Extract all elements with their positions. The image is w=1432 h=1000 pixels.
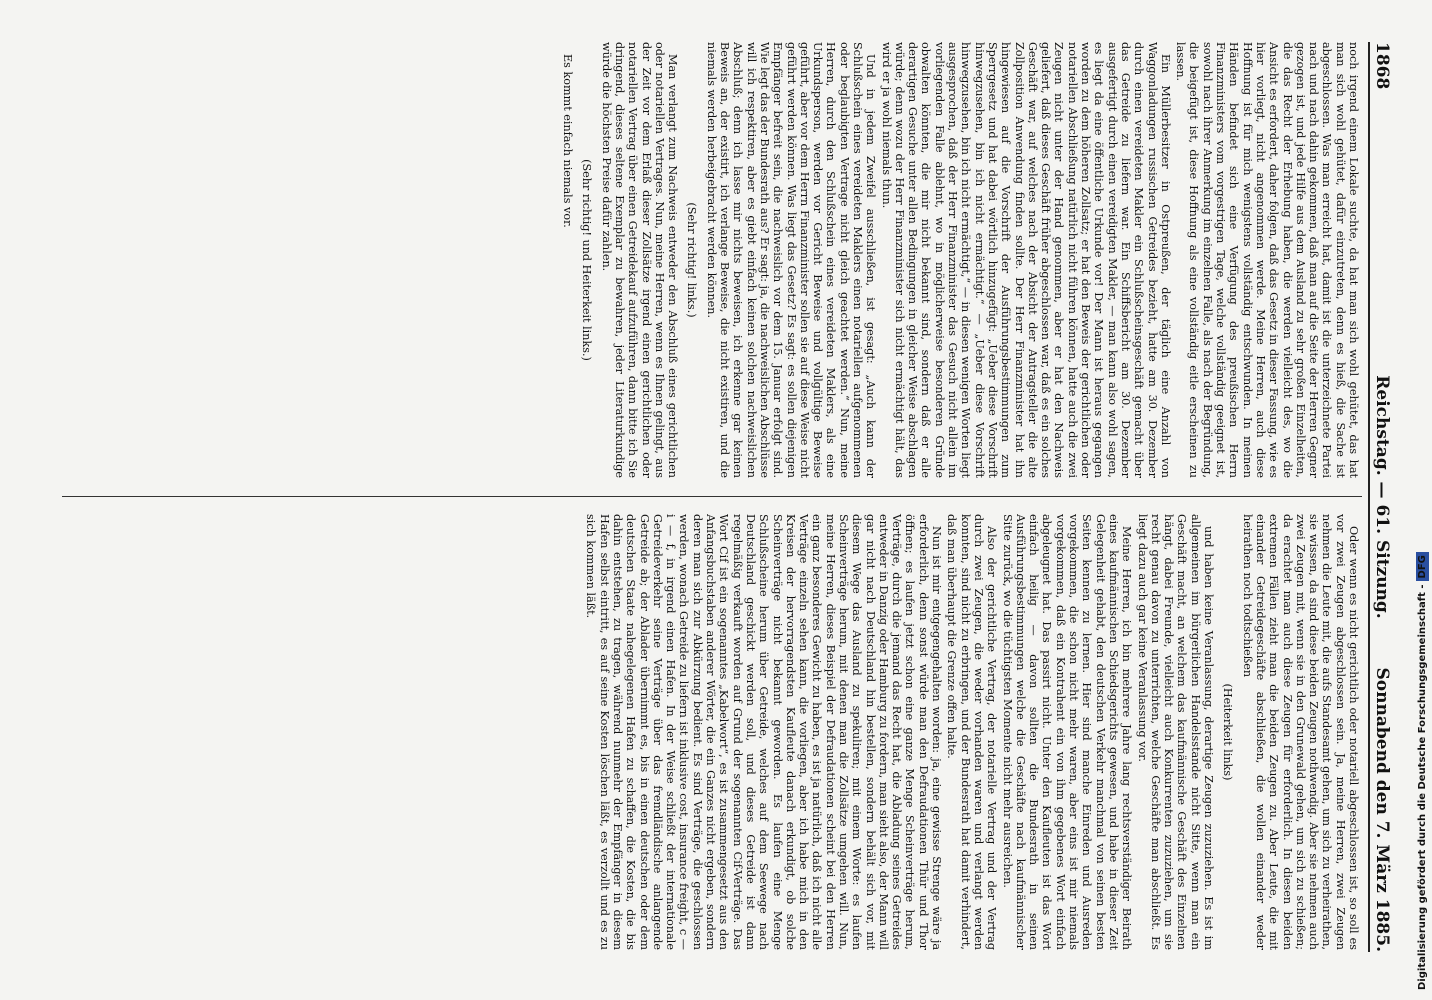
digitization-footer xyxy=(1414,0,1430,1000)
footer-credit xyxy=(1416,552,1429,990)
right-column-paragraph: (Heiterkeit links) xyxy=(1221,683,1235,781)
left-column-paragraph: Ein Müllerbesitzer in Ostpreußen, der täglich eine Anzahl von Waggonladungen russischen Getreides bezieht, hatte am 30. Dezember durch einen vereideten Makler ein Schlußscheinsgeschäft gemacht über das Getreide zu liefern war. Ein Schiffsbericht am 30. Dezember ausgefertigt durch einen vereidigten Makler, — man kann also wohl sagen, es liegt da eine öffentliche Urkunde vor! Der Mann ist heraus gegangen worden zu dem höheren Zollsatz; er hat den Beweis der gerichtlichen oder notariellen Abschließung natürlich nicht führen können, hatte auch die zwei Zeugen nicht unter der Hand genommen, aber er hat den Nachweis geliefert, daß dieses Geschäft früher abgeschlossen war, daß es ein solches Geschäft war, auf welches nach der Absicht der Antragsteller die alte Zollposition Anwendung finden sollte. Der Herr Finanzminister hat ihn hingewiesen auf die Vorschrift der Ausführungsbestimmungen zum Sperrgesetz und hat dabei wörtlich hinzugefügt: „Ueber diese Vorschrift hinwegzusehen, bin ich nicht ermächtigt.“ — „Ueber diese Vorschrift hinwegzusehen, bin ich nicht ermächtigt,“ — in diesen wenigen Worten liegt ausgesprochen, daß der Herr Finanzminister das Gesuch nicht allein im vorliegenden Falle ablehnt, wo in möglicherweise besonderen Gründe obwalten könnten, die mir nicht bekannt sind, sondern daß er alle derartigen Gesuche unter allen Bedingungen in gleicher Weise abschlagen würde; denn wozu der Herr Finanzminister sich nicht ermächtigt hält, das wird er ja wohl niemals thun. xyxy=(879,42,1172,478)
left-column-paragraph: (Sehr richtig! und Heiterkeit links.) xyxy=(580,159,594,361)
page-header xyxy=(1366,42,1400,952)
left-column-paragraph: (Sehr richtig! links.) xyxy=(685,202,699,318)
header-rule xyxy=(1368,42,1370,952)
header-title: Reichstag. — 61. Sitzung. xyxy=(1372,375,1392,619)
left-column-paragraph: noch irgend einem Lokale suchte, da hat man sich wohl gehütet, das hat man sich wohl gehütet, dafür einzutreten, denn es hieß, die Sache ist abgeschlossen. Was man erreicht hat, damit ist die unterzeichnete Partei nach und nach dahin gekommen, daß man auf die Seite der Herren Gegner gezogen ist, und jede Hilfe aus dem Ausland zu sehr großen Einzelheiten, die das Recht der Erhebung haben, die werden vielleicht des, wo die Ansicht es erfordert, daher folgen, daß das Gesetz in dieser Fassung, wie es hier vorliegt, nicht angenommen werde. Meine Herren, auch diese Hoffnung ist für mich wenigstens vollständig entschwunden. In meinen Händen befindet sich eine Verfügung des preußischen Herrn Finanzministers vom vorgestrigen Tage, welche vollständig geeignet ist, sowohl nach ihrer Anmerkung im einzelnen Falle, als nach der Begründung, die beigefügt ist, diese Hoffnung als eine vollständig eitle erscheinen zu lassen. xyxy=(1174,42,1360,478)
right-column-paragraph: Nun ist mir entgegengehalten worden: ja, eine gewisse Strenge wäre ja erforderlich, denn sonst würde man den Defraudationen Thür und Thor öffnen; es laufen jetzt schon eine ganze Menge Scheinverträge herum, Verträge, durch die jemand das Recht hat, die Abladung seines Getreides entweder in Danzig oder Hamburg zu fordern, man sieht also, der Mann will gar nicht nach Deutschland hin bestellen, sondern behält sich vor, mit diesem Wege das Ausland zu spekuliren; mit einem Worte: es laufen Scheinverträge herum, mit denen man die Zollsätze umgehen will. Nun, meine Herren, dieses Beispiel der Defraudationen scheint bei den Herren ein ganz besonderes Gewicht zu haben, es ist ja natürlich, daß ich nicht alle Verträge einzeln sehen kann, die vorliegen, aber ich habe mich in den Kreisen der hervorragendsten Kaufleute danach erkundigt, ob solche Scheinverträge nicht bekannt geworden. Es laufen eine Menge Schlußscheine herum über Getreide, welches auf dem Seewege nach Deutschland geschickt werden soll, und dieses Getreide ist dann regelmäßig verkauft worden auf Grund der sogenannten Cif-Verträge. Das Wort Cif ist ein sogenanntes „Kabelwort“, es ist zusammengesetzt aus den Anfangsbuchstaben anderer Wörter, die ein Ganzes nicht ergeben, sondern deren man sich zur Abkürzung bedient. Es sind Verträge, die geschlossen werden, wonach Getreide zu liefern ist inklusive cost, insurance freight, c — i — f, in irgend einen Hafen. In der Weise schließt der internationale Getreideverkehr seine Verträge über das fremdländische anlangende Getreide ab; der Ablader übernimmt es, bis in einen deutschen oder dem deutschen Staate nahegelegenen Hafen zu schaffen, die Kosten, die bis dahin entstehen, zu tragen, während nunmehr der Empfänger in diesem Hafen selbst eintritt, es auf seine Kosten löschen läßt, es verzollt und es zu sich kommen läßt. xyxy=(584,514,944,950)
header-date: Sonnabend den 7. März 1885. xyxy=(1372,667,1392,952)
right-column-paragraph: Also der gerichtliche Vertrag, der notarielle Vertrag und der Vertrag durch zwei Zeugen, die weder vorhanden waren und verlangt werden konnten, sind nicht zu erbringen, und der Bundesrath hat damit verhindert, daß man überhaupt die Grenze offen halte. xyxy=(945,514,999,950)
right-column xyxy=(582,514,1360,950)
footer-credit-text: Digitalisierung gefördert durch die Deutsche Forschungsgemeinschaft - xyxy=(1417,584,1428,990)
column-divider xyxy=(62,496,1362,497)
left-column-paragraph: Man verlangt zum Nachweis entweder den Abschluß eines gerichtlichen oder notariellen Vertrages. Nun, meine Herren, wenn es Ihnen gelingt, aus der Zeit vor dem Erlaß dieser Zollsätze irgend einen gerichtlichen oder notariellen Vertrag über einen Getreidekauf aufzuführen, dann bitte ich Sie dringend, dieses seltene Exemplar zu bewahren, jeder Literaturkundige würde die höchsten Preise dafür zahlen. xyxy=(599,42,680,478)
right-column-paragraph: Oder wenn es nicht gerichtlich oder notariell abgeschlossen ist, so soll es vor zwei Zeugen abgeschlossen sein. Ja, meine Herren, zwei Zeugen nehmen die Leute mit, die aufs Standesamt gehen, um sich zu verheirathen, sie wissen, da sind diese beiden Zeugen nothwendig. Aber sie nehmen auch zwei Zeugen mit, wenn sie in den Grunewald gehen, um sich zu schießen; da erachtet man auch diese Zeugen für erforderlich. In diesen beiden extremen Fällen zieht man die beiden Zeugen zu. Aber Leute, die mit einander Getreidegeschäfte abschließen, die wollen einander weder heirathen noch todtschießen xyxy=(1240,514,1360,950)
left-column xyxy=(559,42,1360,478)
dfg-logo: DFG xyxy=(1416,552,1429,581)
rotated-newspaper-page xyxy=(52,0,1412,1000)
left-column-paragraph: Und in jedem Zweifel ausschließen, ist gesagt: „Auch kann der Schlußschein eines vereideten Maklers einen notariellen aufgenommenen oder beglaubigten Vertrage nicht gleich geachtet werden.“ Nun, meine Herren, durch den Schlußschein eines vereideten Maklers, als eine Urkundsperson, werden vor Gericht Beweise und vollgültige Beweise geführt, aber vor dem Herrn Finanzminister sollen sie auf diese Weise nicht geführt werden können. Was liegt das Gesetz? Es sagt: es sollen diejenigen Empfänger befreit sein, die nachweislich vor dem 15. Januar erfolgt sind. Wie legt das der Bundesrath aus? Er sagt: ja, die nachweislichen Abschlüsse will ich respektiren, aber es giebt einfach keinen solchen nachweislichen Abschluß; denn ich lasse mir nichts beweisen, ich erkenne gar keinen Beweis an, der existirt, ich verlange Beweise, die nicht existiren, und die niemals werden herbeigebracht werden können. xyxy=(704,42,878,478)
right-column-paragraph: Meine Herren, ich bin mehrere Jahre lang rechtsverständiger Beirath eines kaufmännischen Schiedsgerichts gewesen, und habe in dieser Zeit Gelegenheit gehabt, den deutschen Verkehr manchmal von seinen besten Seiten kennen zu lernen. Hier sind manche Einreden und Ausreden vorgekommen, die schon nicht mehr waren, aber eins ist mir niemals vorgekommen, daß ein Kontrahent ein von ihm gegebenes Wort einfach abgeleugnet hat. Das passirt nicht. Unter den Kaufleuten ist das Wort einfach heilig — davon sollten die Bundesrath in seinen Ausführungsbestimmungen welche die Geschäfte nach kaufmännischer Sitte zurück, wo die tüchtigsten Momente nicht mehr ausreichen. xyxy=(1000,514,1134,950)
left-column-paragraph: Es kommt einfach niemals vor. xyxy=(561,54,575,228)
right-column-paragraph: und haben keine Veranlassung, derartige Zeugen zuzuziehen. Es ist im allgemeinen im bürgerlichen Handelsstande nicht Sitte, wenn man ein Geschäft macht, an welchem das kaufmännische Geschäft des Einzelnen hängt, dabei Freunde, vielleicht auch Konkurrenten zuzuziehen, um sie recht genau davon zu unterrichten, welche Geschäfte man abschließt. Es liegt dazu auch gar keine Veranlassung vor. xyxy=(1135,514,1216,950)
page-number: 1868 xyxy=(1372,42,1392,90)
